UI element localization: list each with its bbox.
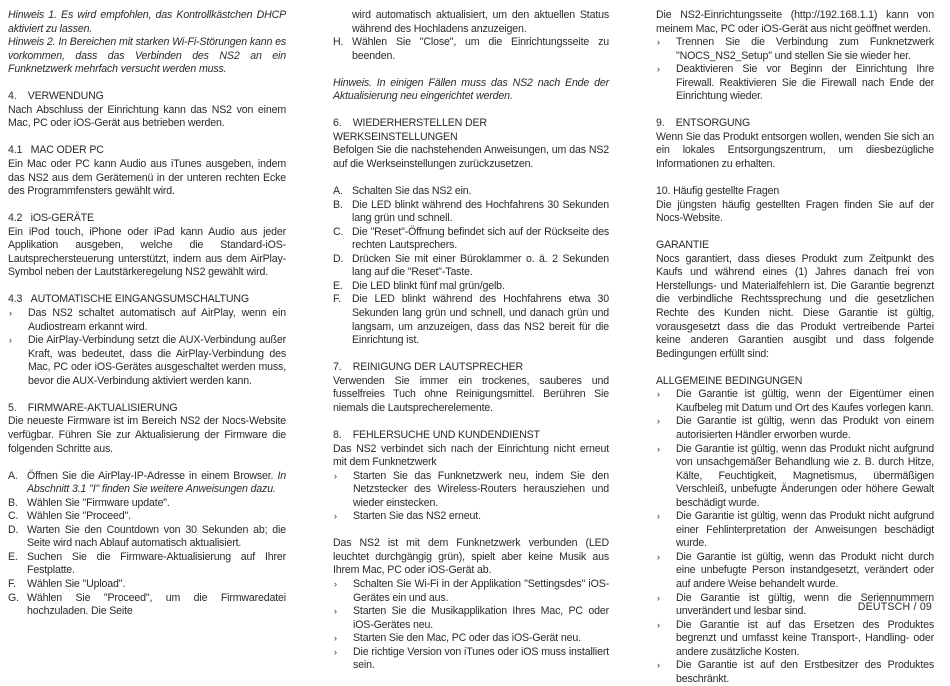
step-b	[8, 497, 286, 511]
list-item-text: Die Garantie ist gültig, wenn das Produkt nicht aufgrund einer Fehlinterpretation der Anweisungen beschädigt wurde.	[676, 510, 934, 550]
section-8-title: 8. FEHLERSUCHE UND KUNDENDIENST	[333, 428, 540, 441]
bullet-marker: ›	[657, 551, 660, 562]
reset-step-c	[333, 226, 609, 253]
bullet-marker: ›	[9, 335, 12, 346]
list-item	[656, 619, 934, 660]
step-c	[8, 510, 286, 524]
step-marker: D.	[333, 252, 344, 265]
bullet-marker: ›	[657, 511, 660, 522]
step-a-note: In Abschnitt 3.1 "I" finden Sie weitere Anweisungen dazu.	[27, 469, 286, 496]
list-item	[8, 307, 286, 334]
section-4-2-title: 4.2 iOS-GERÄTE	[8, 212, 94, 225]
conditions-title: ALLGEMEINE BEDINGUNGEN	[656, 374, 803, 387]
step-text: Suchen Sie die Firmware-Aktualisierung auf Ihrer Festplatte.	[27, 550, 286, 577]
column-middle	[333, 9, 609, 673]
hint-1: Hinweis 1. Es wird empfohlen, das Kontrollkästchen DHCP aktiviert zu lassen.	[8, 9, 286, 35]
list-item	[333, 470, 609, 511]
list-item-text: Die Garantie ist gültig, wenn der Eigentümer einen Kaufbeleg mit Datum und Ort des Kaufes vorlegen kann.	[676, 388, 934, 414]
section-4-2-text: Ein iPod touch, iPhone oder iPad kann Audio aus jeder Applikation ausgeben, welche die Standard-iOS-Lautsprechersteuerung unterstützt, indem aus dem AirPlay-Symbol neben der Lautstärkeregelung NS2 gewählt wird.	[8, 225, 286, 279]
section-4-title: 4. VERWENDUNG	[8, 90, 104, 103]
list-item-text: Die richtige Version von iTunes oder iOS muss installiert sein.	[353, 645, 609, 672]
list-item	[333, 578, 609, 605]
section-8-text-2: Das NS2 ist mit dem Funknetzwerk verbunden (LED leuchtet durchgängig grün), spielt aber keine Musik aus Ihrem Mac, PC oder iOS-Gerät ab.	[333, 537, 609, 577]
bullet-marker: ›	[657, 592, 660, 603]
setup-page-intro: Die NS2-Einrichtungsseite (http://192.168.1.1) kann von meinem Mac, PC oder iOS-Gerät aus nicht geöffnet werden.	[656, 9, 934, 35]
step-marker: C.	[333, 225, 344, 238]
step-text: Wählen Sie "Proceed", um die Firmwaredatei hochzuladen. Die Seite	[27, 591, 286, 618]
bullet-marker: ›	[334, 511, 337, 522]
step-text: Wählen Sie "Firmware update".	[27, 496, 170, 509]
section-9-text: Wenn Sie das Produkt entsorgen wollen, wenden Sie sich an ein lokales Entsorgungszentrum, um diesbezügliche Informationen zu erhalten.	[656, 130, 934, 171]
section-7-title: 7. REINIGUNG DER LAUTSPRECHER	[333, 361, 524, 374]
section-5-title: 5. FIRMWARE-AKTUALISIERUNG	[8, 401, 178, 414]
step-marker: E.	[8, 550, 18, 563]
step-text: Schalten Sie das NS2 ein.	[352, 185, 472, 198]
section-4-1-text: Ein Mac oder PC kann Audio aus iTunes ausgeben, indem das NS2 aus dem Gerätemenü in der unteren rechten Ecke des Programmfensters gewählt wird.	[8, 158, 286, 198]
step-marker: A.	[8, 469, 18, 482]
list-item	[333, 632, 609, 646]
list-item-text: Die Garantie ist gültig, wenn das Produkt von einem autorisierten Händler erworben wurde.	[676, 415, 934, 441]
bullet-marker: ›	[657, 416, 660, 427]
list-item-text: Starten Sie die Musikapplikation Ihres Mac, PC oder iOS-Gerätes neu.	[353, 605, 609, 631]
step-marker: A.	[333, 185, 343, 198]
section-9-title: 9. ENTSORGUNG	[656, 117, 751, 130]
step-g-continued	[333, 9, 609, 36]
list-item	[333, 605, 609, 632]
step-g	[8, 592, 286, 619]
section-7-text: Verwenden Sie immer ein trockenes, sauberes und fusselfreies Tuch ohne Reinigungsmittel. Berühren Sie niemals die Lautsprecherelemente.	[333, 374, 609, 414]
step-text: Die LED blinkt fünf mal grün/gelb.	[352, 279, 505, 292]
list-item-text: Die Garantie ist auf das Ersetzen des Produktes begrenzt und umfasst keine Transport-, Handling- oder andere zusätzliche Kosten.	[676, 618, 934, 658]
list-item	[656, 443, 934, 511]
list-item	[656, 415, 934, 442]
step-h	[333, 36, 609, 63]
list-item	[333, 646, 609, 673]
bullet-marker: ›	[334, 470, 337, 481]
column-left	[8, 9, 286, 619]
reset-step-f	[333, 293, 609, 347]
list-item-text: Starten Sie das NS2 erneut.	[353, 510, 481, 523]
bullet-marker: ›	[334, 633, 337, 644]
step-marker: C.	[8, 510, 19, 523]
list-item-text: Schalten Sie Wi-Fi in der Applikation "Settingsdes" iOS-Gerätes ein und aus.	[353, 577, 609, 604]
list-item-text: Deaktivieren Sie vor Beginn der Einrichtung Ihre Firewall. Reaktivieren Sie die Firewall nach Ende der Einrichtung wieder.	[676, 63, 934, 103]
list-item	[656, 551, 934, 592]
step-marker: D.	[8, 523, 19, 536]
bullet-marker: ›	[334, 646, 337, 657]
list-item-text: Die Garantie ist gültig, wenn das Produkt nicht durch eine unbefugte Person instandgesetzt, verändert oder auf andere Weise behandelt wurde.	[676, 550, 934, 590]
list-item-text: Die Garantie ist gültig, wenn das Produkt nicht aufgrund von unsachgemäßer Behandlung wie z. B. durch Hitze, Kälte, Feuchtigkeit, Magnetismus, übermäßigen Verschleiß, unbefugte Änderungen oder höhere Gewalt beschädigt wurde.	[676, 442, 934, 509]
warranty-title: GARANTIE	[656, 239, 709, 252]
step-text: Die LED blinkt während des Hochfahrens etwa 30 Sekunden lang grün und schnell, und danach grün und langsam, um anzuzeigen, dass das NS2 bereit für die Einrichtung ist.	[352, 293, 609, 347]
bullet-marker: ›	[334, 578, 337, 589]
list-item-text: Die AirPlay-Verbindung setzt die AUX-Verbindung außer Kraft, was bedeutet, dass die AirPlay-Verbindung des Mac, PC oder iOS-Gerätes ausgeschaltet werden muss, bevor die AUX-Verbindung aktiviert werden kann.	[28, 334, 286, 387]
step-text: Wählen Sie "Proceed".	[27, 510, 131, 523]
section-10-title: 10. Häufig gestellte Fragen	[656, 185, 780, 198]
reset-step-b	[333, 199, 609, 226]
bullet-marker: ›	[9, 308, 12, 319]
step-text: Drücken Sie mit einer Büroklammer o. ä. 2 Sekunden lang auf die "Reset"-Taste.	[352, 252, 609, 279]
step-text: Wählen Sie "Close", um die Einrichtungsseite zu beenden.	[352, 36, 609, 62]
hint-2: Hinweis 2. In Bereichen mit starken Wi-Fi-Störungen kann es vorkommen, dass das Verbinden des NS2 an ein Funknetzwerk mehrfach versucht werden muss.	[8, 36, 286, 76]
reset-step-a	[333, 185, 609, 199]
section-5-text: Die neueste Firmware ist im Bereich NS2 der Nocs-Website verfügbar. Führen Sie zur Aktualisierung der Firmware die folgenden Schritte aus.	[8, 415, 286, 455]
step-e	[8, 551, 286, 578]
page-footer: DEUTSCH / 09	[857, 601, 932, 613]
step-marker: H.	[333, 36, 344, 49]
step-marker: F.	[8, 577, 16, 590]
bullet-marker: ›	[657, 660, 660, 671]
section-4-3-title: 4.3 AUTOMATISCHE EINGANGSUMSCHALTUNG	[8, 293, 249, 306]
bullet-marker: ›	[657, 389, 660, 400]
step-a-text: Öffnen Sie die AirPlay-IP-Adresse in einem Browser.	[27, 469, 274, 482]
list-item-text: Starten Sie das Funknetzwerk neu, indem Sie den Netzstecker des Wireless-Routers herausziehen und wieder einstecken.	[353, 469, 609, 509]
bullet-marker: ›	[334, 606, 337, 617]
step-text: wird automatisch aktualisiert, um den aktuellen Status während des Hochladens anzuzeigen.	[352, 9, 609, 35]
bullet-marker: ›	[657, 37, 660, 48]
section-4-text: Nach Abschluss der Einrichtung kann das NS2 von einem Mac, PC oder iOS-Gerät aus betrieben werden.	[8, 103, 286, 130]
step-a	[8, 470, 286, 497]
list-item	[656, 388, 934, 415]
list-item-text: Starten Sie den Mac, PC oder das iOS-Gerät neu.	[353, 632, 581, 645]
list-item-text: Trennen Sie die Verbindung zum Funknetzwerk "NOCS_NS2_Setup" und stellen Sie sie wieder her.	[676, 36, 934, 62]
step-text: Die "Reset"-Öffnung befindet sich auf der Rückseite des rechten Lautsprechers.	[352, 225, 609, 252]
list-item	[333, 510, 609, 524]
list-item	[656, 659, 934, 686]
list-item	[656, 510, 934, 551]
step-d	[8, 524, 286, 551]
bullet-marker: ›	[657, 443, 660, 454]
step-text: Die LED blinkt während des Hochfahrens 30 Sekunden lang grün und schnell.	[352, 198, 609, 225]
reset-step-e	[333, 280, 609, 294]
bullet-marker: ›	[657, 619, 660, 630]
step-marker: B.	[8, 496, 18, 509]
list-item	[656, 63, 934, 104]
list-item	[656, 36, 934, 63]
section-4-1-title: 4.1 MAC ODER PC	[8, 144, 104, 157]
section-10-text: Die jüngsten häufig gestellten Fragen finden Sie auf der Nocs-Website.	[656, 198, 934, 225]
bullet-marker: ›	[657, 64, 660, 75]
warranty-text: Nocs garantiert, dass dieses Produkt zum Zeitpunkt des Kaufs und während eines (1) Jahres danach frei von Herstellungs- und Materialfehlern ist. Die Garantie begrenzt die verbindliche Rechtssprechung und die gesetzlichen Rechte des Kunden nicht. Diese Garantie ist gültig, vorausgesetzt dass die das Produkt vertreibende Partei keine anderen Garantien ausgibt und dass folgende Bedingungen erfüllt sind:	[656, 252, 934, 360]
step-text: Wählen Sie "Upload".	[27, 577, 126, 590]
step-f	[8, 578, 286, 592]
section-8-text: Das NS2 verbindet sich nach der Einrichtung nicht erneut mit dem Funknetzwerk	[333, 442, 609, 469]
list-item-text: Die Garantie ist gültig, wenn die Seriennummern unverändert und lesbar sind.	[676, 591, 934, 618]
reset-step-d	[333, 253, 609, 280]
update-hint: Hinweis. In einigen Fällen muss das NS2 nach Ende der Aktualisierung neu eingerichtet werden.	[333, 76, 609, 103]
step-text: Warten Sie den Countdown von 30 Sekunden ab; die Seite wird nach Ablauf automatisch aktualisiert.	[27, 523, 286, 550]
step-marker: B.	[333, 198, 343, 211]
step-marker: G.	[8, 591, 19, 604]
section-6-title: 6. WIEDERHERSTELLEN DER WERKSEINSTELLUNGEN	[333, 117, 487, 143]
step-text	[27, 470, 286, 497]
list-item-text: Die Garantie ist auf den Erstbesitzer des Produktes beschränkt.	[676, 659, 934, 685]
step-marker: E.	[333, 279, 343, 292]
list-item	[8, 334, 286, 388]
list-item-text: Das NS2 schaltet automatisch auf AirPlay, wenn ein Audiostream erkannt wird.	[28, 307, 286, 333]
section-6-text: Befolgen Sie die nachstehenden Anweisungen, um das NS2 auf die Werkseinstellungen zurückzusetzen.	[333, 144, 609, 171]
column-right	[656, 9, 934, 686]
step-marker: F.	[333, 293, 341, 306]
